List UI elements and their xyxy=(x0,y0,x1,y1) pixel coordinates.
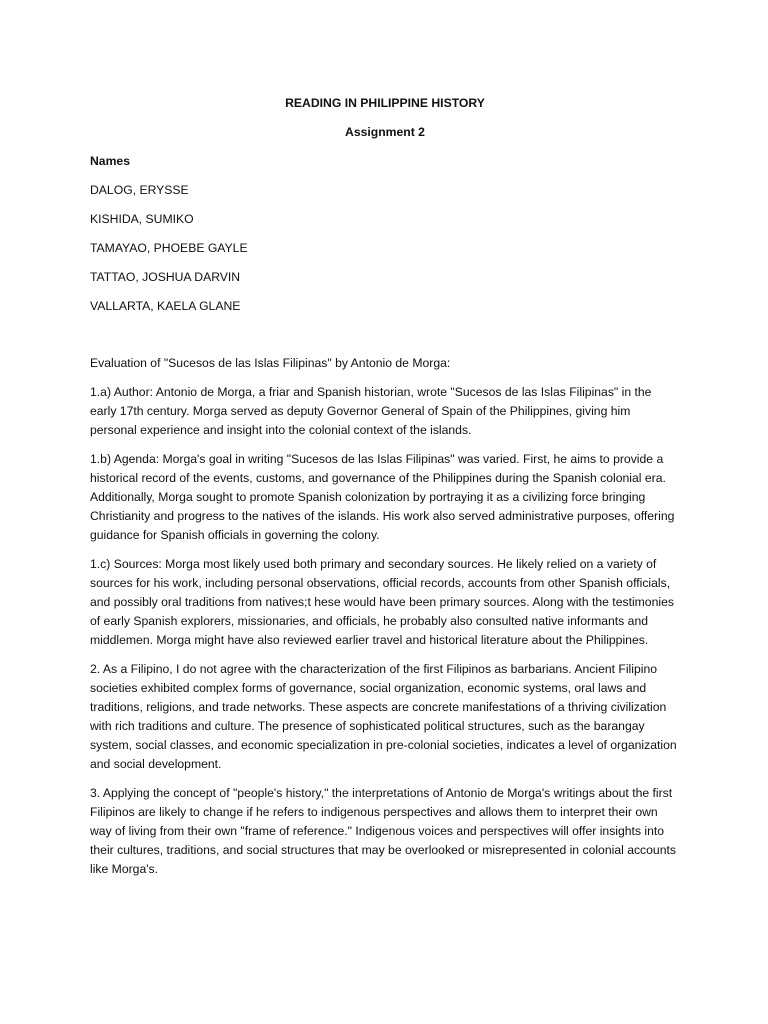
paragraph-question-3: 3. Applying the concept of "people's history," the interpretations of Antonio de Morga's writings about the first Filipinos are likely to change if he refers to indigenous perspectives and allows them to interpret their own way of living from their own "frame of reference." Indigenous voices and perspectives will offer insights into their cultures, traditions, and social structures that may be overlooked or misrepresented in colonial accounts like Morga's. xyxy=(90,786,676,876)
evaluation-intro: Evaluation of "Sucesos de las Islas Filipinas" by Antonio de Morga: xyxy=(90,356,451,370)
document-title: READING IN PHILIPPINE HISTORY xyxy=(285,96,485,110)
name-item: VALLARTA, KAELA GLANE xyxy=(90,299,241,313)
name-item: TATTAO, JOSHUA DARVIN xyxy=(90,270,241,284)
paragraph-question-2: 2. As a Filipino, I do not agree with the characterization of the first Filipinos as barbarians. Ancient Filipino societies exhibited complex forms of governance, social organization, economic systems, oral laws and traditions, religions, and trade networks. These aspects are concrete manifestations of a thriving civilization with rich traditions and culture. The presence of sophisticated political structures, such as the barangay system, social classes, and economic specialization in pre-colonial societies, indicates a level of organization and social development. xyxy=(90,662,677,771)
paragraph-agenda: 1.b) Agenda: Morga's goal in writing "Sucesos de las Islas Filipinas" was varied. First, he aims to provide a historical record of the events, customs, and governance of the Philippines during the Spanish colonial era. Additionally, Morga sought to promote Spanish colonization by portraying it as a civilizing force bringing Christianity and progress to the natives of the islands. His work also served administrative purposes, offering guidance for Spanish officials in governing the colony. xyxy=(90,452,675,542)
name-item: KISHIDA, SUMIKO xyxy=(90,212,194,226)
name-item: DALOG, ERYSSE xyxy=(90,183,189,197)
paragraph-author: 1.a) Author: Antonio de Morga, a friar and Spanish historian, wrote "Sucesos de las Islas Filipinas" in the early 17th century. Morga served as deputy Governor General of Spain of the Philippines, giving him personal experience and insight into the colonial context of the islands. xyxy=(90,385,652,437)
document-content xyxy=(90,94,680,889)
document-subtitle: Assignment 2 xyxy=(345,125,425,139)
paragraph-sources: 1.c) Sources: Morga most likely used both primary and secondary sources. He likely relied on a variety of sources for his work, including personal observations, official records, accounts from other Spanish officials, and possibly oral traditions from natives;t hese would have been primary sources. Along with the testimonies of early Spanish explorers, missionaries, and officials, he probably also consulted native informants and middlemen. Morga might have also reviewed earlier travel and historical literature about the Philippines. xyxy=(90,557,674,647)
section-spacer xyxy=(90,326,680,354)
names-heading: Names xyxy=(90,154,130,168)
name-item: TAMAYAO, PHOEBE GAYLE xyxy=(90,241,248,255)
